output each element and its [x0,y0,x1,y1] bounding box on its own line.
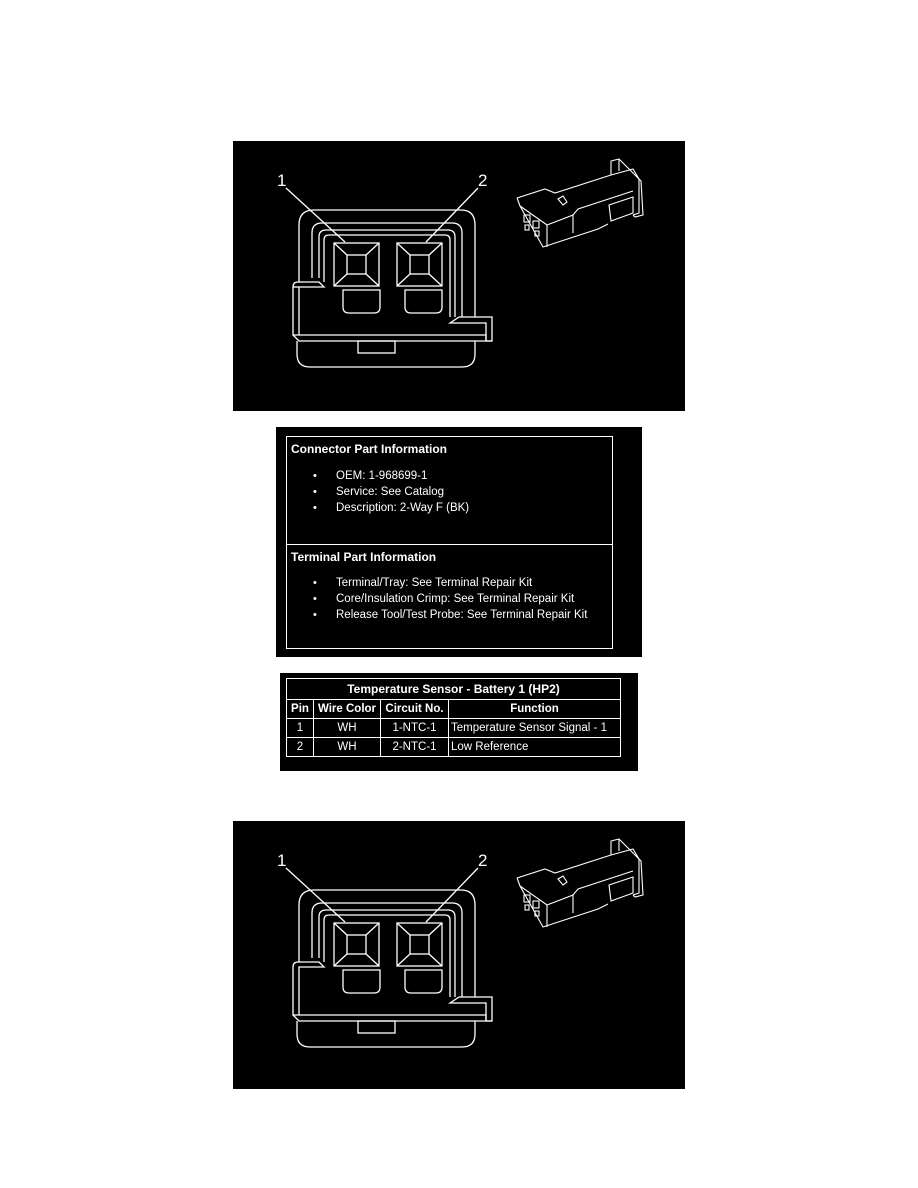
list-item [311,575,587,591]
bullet-icon: • [313,502,317,514]
cell-function: Low Reference [449,738,621,757]
callout-1: 1 [277,851,287,870]
terminal-tray: Terminal/Tray: See Terminal Repair Kit [336,577,533,589]
terminal-crimp: Core/Insulation Crimp: See Terminal Repair Kit [336,593,575,605]
terminal-release-tool: Release Tool/Test Probe: See Terminal Repair Kit [336,609,588,621]
connector-face-diagram [233,141,685,411]
cell-function: Temperature Sensor Signal - 1 [449,719,621,738]
bullet-icon: • [313,593,317,605]
connector-part-info-title: Connector Part Information [291,442,448,456]
part-information-panel [276,427,642,657]
column-header-circuit-no: Circuit No. [381,700,449,719]
connector-part-info-list [311,468,469,516]
list-item [311,468,469,484]
connector-drawing [233,821,685,1089]
connector-drawing [233,141,685,411]
bullet-icon: • [313,486,317,498]
callout-2: 2 [478,171,488,190]
connector-oem: OEM: 1-968699-1 [336,470,428,482]
list-item [311,607,587,623]
cell-pin: 1 [287,719,314,738]
table-header-row [287,700,621,719]
bullet-icon: • [313,577,317,589]
connector-part-info-section [287,437,612,545]
column-header-wire-color: Wire Color [314,700,381,719]
bullet-icon: • [313,470,317,482]
cell-circuit-no: 2-NTC-1 [381,738,449,757]
cell-wire-color: WH [314,738,381,757]
cell-wire-color: WH [314,719,381,738]
cell-pin: 2 [287,738,314,757]
list-item [311,500,469,516]
bullet-icon: • [313,609,317,621]
cell-circuit-no: 1-NTC-1 [381,719,449,738]
connector-face-diagram-2 [233,821,685,1089]
list-item [311,591,587,607]
terminal-part-info-section [287,545,612,621]
connector-isometric-icon [517,839,643,927]
connector-description: Description: 2-Way F (BK) [336,502,470,514]
column-header-pin: Pin [287,700,314,719]
pinout-table-panel [280,673,638,771]
callout-1: 1 [277,171,287,190]
pinout-table-title: Temperature Sensor - Battery 1 (HP2) [287,679,621,700]
pinout-table [286,678,621,757]
connector-isometric-icon [517,159,643,247]
table-row [287,719,621,738]
callout-2: 2 [478,851,488,870]
list-item [311,484,469,500]
terminal-part-info-list [311,575,587,623]
connector-service: Service: See Catalog [336,486,445,498]
table-row [287,738,621,757]
terminal-part-info-title: Terminal Part Information [291,550,437,564]
column-header-function: Function [449,700,621,719]
